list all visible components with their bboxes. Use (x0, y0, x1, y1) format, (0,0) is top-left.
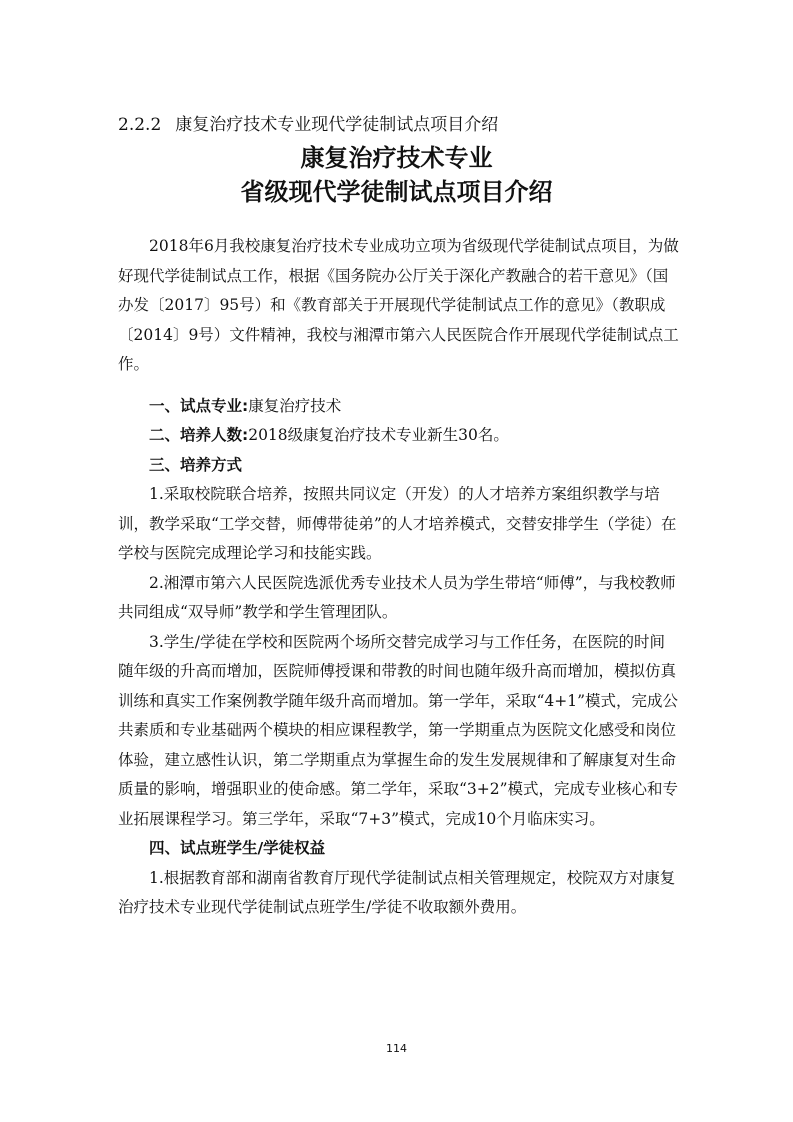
rights-paragraph-1: 1.根据教育部和湖南省教育厅现代学徒制试点相关管理规定，校院双方对康复治疗技术专业现代学徒制试点班学生/学徒不收取额外费用。 (118, 868, 676, 916)
mode-paragraph-2: 2.湘潭市第六人民医院选派优秀专业技术人员为学生带培“师傅”，与我校教师共同组成“双导师”教学和学生管理团队。 (118, 573, 676, 621)
section-number: 2.2.2 (118, 115, 162, 135)
section-title: 康复治疗技术专业现代学徒制试点项目介绍 (175, 115, 499, 135)
rights-heading: 四、试点班学生/学徒权益 (149, 839, 326, 857)
mode-paragraph-3: 3.学生/学徒在学校和医院两个场所交替完成学习与工作任务，在医院的时间随年级的升高而增加，医院师傅授课和带教的时间也随年级升高而增加，模拟仿真训练和真实工作案例教学随年级升高而增加。第一学年，采取“4+1”模式，完成公共素质和专业基础两个模块的相应课程教学，第一学期重点为医院文化感受和岗位体验，建立感性认识，第二学期重点为掌握生命的发生发展规律和了解康复对生命质量的影响，增强职业的使命感。第二学年，采取“3+2”模式，完成专业核心和专业拓展课程学习。第三学年，采取“7+3”模式，完成10个月临床实习。 (118, 632, 679, 828)
item-mode-heading: 三、培养方式 (149, 455, 243, 474)
document-body (118, 232, 680, 923)
intro-paragraph: 2018年6月我校康复治疗技术专业成功立项为省级现代学徒制试点项目，为做好现代学徒制试点工作，根据《国务院办公厅关于深化产教融合的若干意见》（国办发〔2017〕95号）和《教育部关于开展现代学徒制试点工作的意见》（教职成〔2014〕9号）文件精神，我校与湘潭市第六人民医院合作开展现代学徒制试点工作。 (118, 237, 679, 373)
item-major (118, 392, 680, 422)
item-major-value: 康复治疗技术 (248, 396, 342, 415)
document-title-line1: 康复治疗技术专业 (300, 144, 493, 172)
item-major-label: 一、试点专业: (149, 396, 249, 415)
mode-paragraph-1: 1.采取校院联合培养，按照共同议定（开发）的人才培养方案组织教学与培训，教学采取“工学交替，师傅带徒弟”的人才培养模式，交替安排学生（学徒）在学校与医院完成理论学习和技能实践。 (118, 485, 677, 562)
section-heading (118, 110, 498, 135)
item-count-value: 2018级康复治疗技术专业新生30名。 (248, 426, 509, 444)
document-title-line2: 省级现代学徒制试点项目介绍 (240, 178, 553, 206)
item-count (118, 421, 680, 451)
page-number: 114 (386, 1042, 407, 1055)
item-count-label: 二、培养人数: (149, 426, 249, 444)
